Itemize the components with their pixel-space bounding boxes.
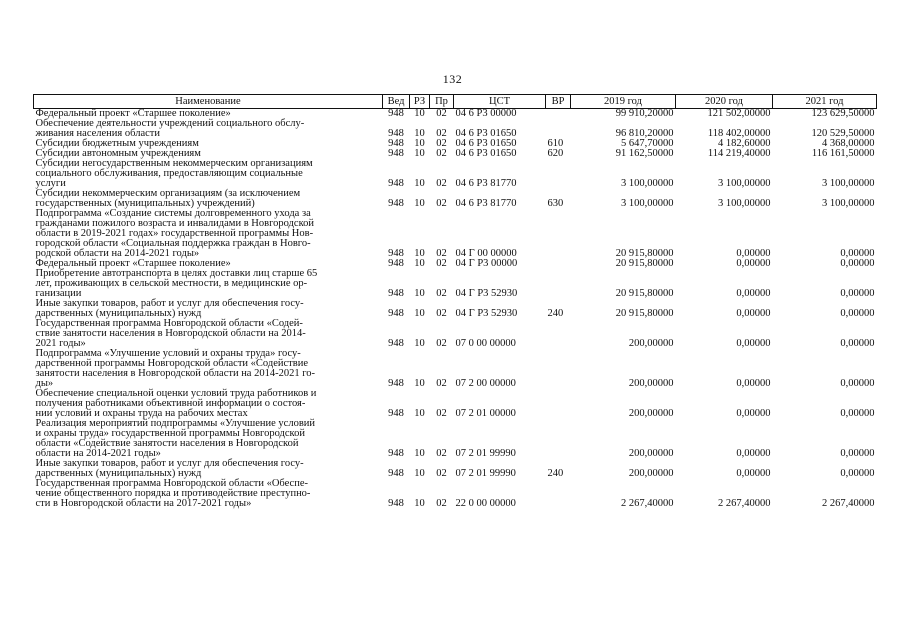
page-number: 132	[442, 72, 463, 86]
header-2019: 2019 год	[571, 95, 676, 109]
row-name-line: живания населения области	[35, 128, 160, 139]
amount-2019-cell: 99 910,20000	[615, 108, 674, 119]
amount-2020-cell: 0,00000	[736, 468, 771, 479]
ved-cell: 948	[388, 448, 404, 459]
table-row	[34, 479, 877, 509]
ved-cell: 948	[388, 138, 404, 149]
table-row	[34, 459, 877, 479]
table-row	[34, 419, 877, 459]
row-name-line: Подпрограмма «Улучшение условий и охраны труда» госу-	[35, 348, 301, 359]
rz-cell: 10	[414, 198, 425, 209]
table-row	[34, 209, 877, 259]
cst-cell: 22 0 00 00000	[455, 498, 516, 509]
vr-cell: 620	[547, 148, 564, 159]
row-name-line: Федеральный проект «Старшее поколение»	[35, 258, 231, 269]
cst-cell: 04 Г P3 52930	[455, 288, 518, 299]
row-name-line: Обеспечение деятельности учреждений социального обслу-	[35, 118, 305, 129]
rz-cell: 10	[414, 448, 425, 459]
vr-cell	[546, 349, 571, 389]
vr-cell	[546, 159, 571, 189]
row-name-line: чение общественного порядка и противодействие преступно-	[35, 488, 311, 499]
amount-2020-cell: 3 100,00000	[718, 178, 771, 189]
amount-2021-cell: 0,00000	[840, 338, 875, 349]
amount-2021-cell: 3 100,00000	[822, 178, 875, 189]
row-name-line: и охраны труда» государственной программы Новгородской	[35, 428, 305, 439]
row-name-line: Реализация мероприятий подпрограммы «Улучшение условий	[35, 418, 316, 429]
vr-cell: 240	[547, 468, 564, 479]
rz-cell: 10	[414, 138, 425, 149]
rz-cell: 10	[414, 498, 425, 509]
header-rz: РЗ	[410, 95, 430, 109]
cst-cell: 07 2 00 00000	[455, 378, 516, 389]
rz-cell: 10	[414, 258, 425, 269]
row-name-line: родской области на 2014-2021 годы»	[35, 248, 200, 259]
row-name-line: услуги	[35, 178, 66, 189]
vr-cell	[546, 319, 571, 349]
amount-2020-cell: 114 219,40000	[707, 148, 771, 159]
vr-cell	[546, 209, 571, 259]
row-name-cell	[34, 389, 383, 419]
row-name-line: ды»	[35, 378, 54, 389]
ved-cell: 948	[388, 378, 404, 389]
amount-2019-cell: 200,00000	[628, 408, 674, 419]
cst-cell: 04 6 P3 00000	[455, 108, 517, 119]
row-name-line: лет, проживающих в сельской местности, в медицинские ор-	[35, 278, 308, 289]
pr-cell: 02	[436, 148, 447, 159]
pr-cell: 02	[436, 468, 447, 479]
row-name-line: занятости населения в Новгородской области на 2014-2021 го-	[35, 368, 316, 379]
amount-2020-cell: 0,00000	[736, 448, 771, 459]
row-name-cell	[34, 119, 383, 139]
pr-cell: 02	[436, 378, 447, 389]
amount-2020-cell: 0,00000	[736, 378, 771, 389]
amount-2020-cell: 118 402,00000	[707, 128, 771, 139]
amount-2021-cell: 116 161,50000	[811, 148, 875, 159]
row-name-line: области на 2014-2021 годы»	[35, 448, 161, 459]
rz-cell: 10	[414, 288, 425, 299]
cst-cell: 04 6 P3 01650	[455, 138, 517, 149]
amount-2021-cell: 123 629,50000	[811, 108, 875, 119]
amount-2021-cell: 0,00000	[840, 448, 875, 459]
vr-cell	[546, 109, 571, 120]
cst-cell: 04 6 P3 81770	[455, 198, 517, 209]
row-name-line: Иные закупки товаров, работ и услуг для обеспечения госу-	[35, 298, 304, 309]
amount-2019-cell: 20 915,80000	[615, 248, 674, 259]
ved-cell: 948	[388, 288, 404, 299]
amount-2019-cell: 5 647,70000	[621, 138, 674, 149]
amount-2019-cell: 200,00000	[628, 338, 674, 349]
row-name-line: области в 2019-2021 годах» государственной программы Нов-	[35, 228, 314, 239]
header-2021: 2021 год	[773, 95, 877, 109]
rz-cell: 10	[414, 128, 425, 139]
table-row	[34, 269, 877, 299]
cst-cell: 04 6 P3 01650	[455, 148, 517, 159]
header-name: Наименование	[34, 95, 383, 109]
rz-cell: 10	[414, 338, 425, 349]
pr-cell: 02	[436, 498, 447, 509]
row-name-line: Субсидии автономным учреждениям	[35, 148, 201, 159]
cst-cell: 07 2 01 99990	[455, 468, 516, 479]
cst-cell: 07 0 00 00000	[455, 338, 516, 349]
row-name-cell	[34, 319, 383, 349]
row-name-line: дарственных (муниципальных) нужд	[35, 468, 202, 479]
header-2020: 2020 год	[676, 95, 773, 109]
pr-cell: 02	[436, 108, 447, 119]
amount-2020-cell: 121 502,00000	[707, 108, 771, 119]
row-name-line: получения работниками объективной информации о состоя-	[35, 398, 306, 409]
row-name-cell	[34, 269, 383, 299]
amount-2021-cell: 2 267,40000	[822, 498, 875, 509]
amount-2019-cell: 3 100,00000	[621, 178, 674, 189]
row-name-cell	[34, 479, 383, 509]
row-name-line: государственных (муниципальных) учреждений)	[35, 198, 255, 209]
header-vr: ВР	[546, 95, 571, 109]
amount-2019-cell: 200,00000	[628, 378, 674, 389]
pr-cell: 02	[436, 128, 447, 139]
ved-cell: 948	[388, 408, 404, 419]
row-name-line: Обеспечение специальной оценки условий труда работников и	[35, 388, 317, 399]
vr-cell	[546, 119, 571, 139]
header-ved: Вед	[383, 95, 410, 109]
row-name-line: дарственных (муниципальных) нужд	[35, 308, 202, 319]
amount-2020-cell: 0,00000	[736, 288, 771, 299]
amount-2020-cell: 2 267,40000	[718, 498, 771, 509]
pr-cell: 02	[436, 248, 447, 259]
pr-cell: 02	[436, 308, 447, 319]
amount-2019-cell: 91 162,50000	[615, 148, 674, 159]
amount-2020-cell: 3 100,00000	[718, 198, 771, 209]
table-row	[34, 159, 877, 189]
table-row	[34, 389, 877, 419]
amount-2021-cell: 0,00000	[840, 468, 875, 479]
rz-cell: 10	[414, 108, 425, 119]
cst-cell: 04 Г P3 52930	[455, 308, 518, 319]
row-name-line: дарственной программы Новгородской области «Содействие	[35, 358, 308, 369]
amount-2020-cell: 0,00000	[736, 258, 771, 269]
pr-cell: 02	[436, 198, 447, 209]
row-name-line: Государственная программа Новгородской области «Содей-	[35, 318, 303, 329]
table-row	[34, 299, 877, 319]
budget-table-container	[33, 94, 876, 509]
ved-cell: 948	[388, 498, 404, 509]
table-header-row	[34, 95, 877, 109]
pr-cell: 02	[436, 138, 447, 149]
amount-2020-cell: 0,00000	[736, 308, 771, 319]
ved-cell: 948	[388, 198, 404, 209]
rz-cell: 10	[414, 378, 425, 389]
rz-cell: 10	[414, 308, 425, 319]
amount-2021-cell: 0,00000	[840, 378, 875, 389]
amount-2021-cell: 120 529,50000	[811, 128, 875, 139]
row-name-cell	[34, 209, 383, 259]
rz-cell: 10	[414, 178, 425, 189]
cst-cell: 04 6 P3 01650	[455, 128, 517, 139]
amount-2019-cell: 20 915,80000	[615, 258, 674, 269]
pr-cell: 02	[436, 258, 447, 269]
row-name-line: Подпрограмма «Создание системы долговременного ухода за	[35, 208, 311, 219]
amount-2019-cell: 20 915,80000	[615, 308, 674, 319]
cst-cell: 07 2 01 00000	[455, 408, 516, 419]
row-name-line: Государственная программа Новгородской области «Обеспе-	[35, 478, 308, 489]
amount-2019-cell: 200,00000	[628, 448, 674, 459]
pr-cell: 02	[436, 338, 447, 349]
row-name-line: сти в Новгородской области на 2017-2021 годы»	[35, 498, 252, 509]
row-name-line: социального обслуживания, предоставляющим социальные	[35, 168, 303, 179]
row-name-line: Иные закупки товаров, работ и услуг для обеспечения госу-	[35, 458, 304, 469]
amount-2021-cell: 4 368,00000	[822, 138, 875, 149]
ved-cell: 948	[388, 468, 404, 479]
row-name-line: Приобретение автотранспорта в целях доставки лиц старше 65	[35, 268, 318, 279]
vr-cell: 610	[547, 138, 564, 149]
amount-2021-cell: 0,00000	[840, 258, 875, 269]
pr-cell: 02	[436, 448, 447, 459]
cst-cell: 04 Г P3 00000	[455, 258, 518, 269]
amount-2020-cell: 4 182,60000	[718, 138, 771, 149]
budget-table	[33, 94, 877, 509]
vr-cell	[546, 419, 571, 459]
amount-2019-cell: 96 810,20000	[615, 128, 674, 139]
row-name-cell	[34, 189, 383, 209]
row-name-line: ствие занятости населения в Новгородской области на 2014-	[35, 328, 306, 339]
header-pr: Пр	[430, 95, 454, 109]
ved-cell: 948	[388, 128, 404, 139]
row-name-line: нии условий и охраны труда на рабочих местах	[35, 408, 248, 419]
amount-2021-cell: 0,00000	[840, 308, 875, 319]
amount-2020-cell: 0,00000	[736, 338, 771, 349]
row-name-cell	[34, 159, 383, 189]
amount-2021-cell: 0,00000	[840, 248, 875, 259]
amount-2020-cell: 0,00000	[736, 408, 771, 419]
cst-cell: 04 Г 00 00000	[455, 248, 517, 259]
row-name-line: Субсидии негосударственным некоммерческим организациям	[35, 158, 313, 169]
amount-2021-cell: 3 100,00000	[822, 198, 875, 209]
vr-cell	[546, 479, 571, 509]
ved-cell: 948	[388, 178, 404, 189]
row-name-cell	[34, 299, 383, 319]
ved-cell: 948	[388, 258, 404, 269]
rz-cell: 10	[414, 148, 425, 159]
ved-cell: 948	[388, 248, 404, 259]
pr-cell: 02	[436, 178, 447, 189]
row-name-line: области «Содействие занятости населения в Новгородской	[35, 438, 299, 449]
row-name-line: Федеральный проект «Старшее поколение»	[35, 108, 231, 119]
amount-2019-cell: 3 100,00000	[621, 198, 674, 209]
amount-2020-cell: 0,00000	[736, 248, 771, 259]
rz-cell: 10	[414, 408, 425, 419]
cst-cell: 04 6 P3 81770	[455, 178, 517, 189]
ved-cell: 948	[388, 108, 404, 119]
table-row	[34, 189, 877, 209]
row-name-line: ганизации	[35, 288, 82, 299]
row-name-line: 2021 годы»	[35, 338, 86, 349]
ved-cell: 948	[388, 148, 404, 159]
row-name-line: городской области «Социальная поддержка граждан в Новго-	[35, 238, 311, 249]
row-name-cell	[34, 459, 383, 479]
table-row	[34, 349, 877, 389]
row-name-line: гражданами пожилого возраста и инвалидами в Новгородской	[35, 218, 315, 229]
table-body	[34, 109, 877, 510]
pr-cell: 02	[436, 288, 447, 299]
amount-2021-cell: 0,00000	[840, 408, 875, 419]
ved-cell: 948	[388, 308, 404, 319]
amount-2019-cell: 200,00000	[628, 468, 674, 479]
vr-cell	[546, 259, 571, 269]
ved-cell: 948	[388, 338, 404, 349]
row-name-cell	[34, 419, 383, 459]
table-row	[34, 319, 877, 349]
table-row	[34, 119, 877, 139]
row-name-line: Субсидии некоммерческим организациям (за исключением	[35, 188, 301, 199]
amount-2021-cell: 0,00000	[840, 288, 875, 299]
cst-cell: 07 2 01 99990	[455, 448, 516, 459]
row-name-cell	[34, 349, 383, 389]
vr-cell: 630	[547, 198, 564, 209]
amount-2019-cell: 2 267,40000	[621, 498, 674, 509]
vr-cell: 240	[547, 308, 564, 319]
amount-2019-cell: 20 915,80000	[615, 288, 674, 299]
rz-cell: 10	[414, 468, 425, 479]
header-cst: ЦСТ	[454, 95, 546, 109]
vr-cell	[546, 269, 571, 299]
pr-cell: 02	[436, 408, 447, 419]
row-name-line: Субсидии бюджетным учреждениям	[35, 138, 199, 149]
rz-cell: 10	[414, 248, 425, 259]
vr-cell	[546, 389, 571, 419]
